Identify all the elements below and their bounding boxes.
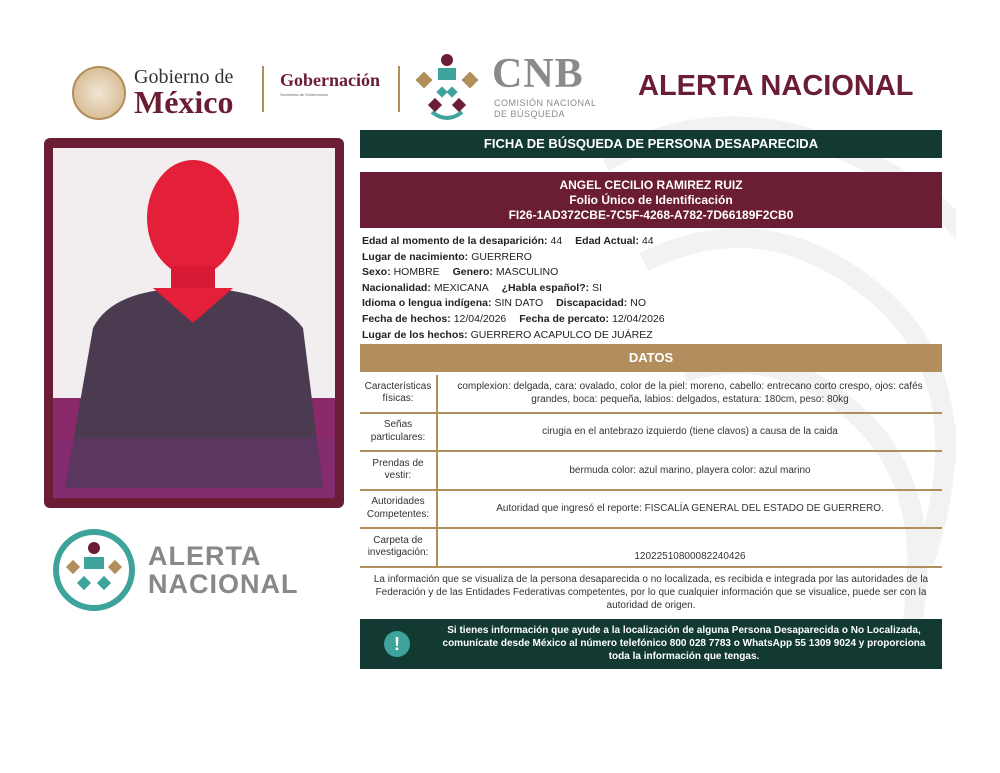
logo-text-line1: ALERTA (148, 541, 262, 571)
info-value: GUERRERO (471, 250, 532, 263)
info-label: Lugar de los hechos: (362, 328, 468, 341)
info-value: SIN DATO (494, 297, 544, 310)
table-row (360, 414, 942, 453)
info-row (362, 328, 942, 344)
cnb-sub-line2: DE BÚSQUEDA (494, 109, 566, 119)
table-row (360, 452, 942, 491)
row-label: Características físicas: (360, 375, 438, 412)
gobierno-mexico-logo (72, 64, 262, 124)
info-value: NO (630, 297, 647, 310)
info-value: HOMBRE (393, 266, 440, 279)
info-label: Edad Actual: (575, 235, 639, 247)
info-label: Edad al momento de la desaparición: (362, 235, 548, 247)
divider (398, 66, 400, 112)
info-value: SI (592, 281, 603, 294)
row-label: Carpeta de investigación: (360, 529, 438, 566)
cnb-emblem-icon (410, 48, 484, 122)
row-value: 12022510800082240426 (634, 550, 746, 562)
alerta-nacional-logo-icon (52, 528, 136, 612)
info-value: 12/04/2026 (612, 312, 665, 325)
divider (262, 66, 264, 112)
row-value: Autoridad que ingresó el reporte: FISCALÍA GENERAL DEL ESTADO DE GUERRERO. (496, 503, 884, 515)
callout-text: Si tienes información que ayude a la localización de alguna Persona Desaparecida o No Localizada, comunícate desde México al número telefónico 800 028 7783 o WhatsApp 55 1309 9024 y proporciona toda la información que tengas. (442, 625, 926, 662)
info-label: Lugar de nacimiento: (362, 250, 469, 263)
cnb-subtitle (494, 98, 597, 120)
person-photo-frame (44, 138, 344, 508)
person-name-box (360, 172, 942, 228)
person-silhouette (53, 148, 335, 498)
info-label: Fecha de hechos: (362, 312, 451, 325)
info-value: 44 (641, 235, 654, 247)
table-row (360, 529, 942, 568)
info-row (362, 312, 942, 328)
eagle-seal-icon (72, 66, 126, 120)
contact-callout (360, 619, 942, 669)
table-row (360, 375, 942, 414)
table-row (360, 491, 942, 530)
info-label: Fecha de percato: (519, 312, 610, 325)
info-row (362, 296, 942, 312)
person-info (362, 234, 942, 343)
disclaimer-text: La información que se visualiza de la persona desaparecida o no localizada, es recibida e integrada por las autoridades de la Federación y de las Entidades Federativas competentes, por lo que cualquier información que se visualice, puede ser con la autoridad de origen. (373, 574, 929, 611)
info-value: MEXICANA (433, 281, 489, 294)
info-value: GUERRERO ACAPULCO DE JUÁREZ (470, 328, 653, 341)
info-value: MASCULINO (495, 266, 559, 279)
row-value: cirugia en el antebrazo izquierdo (tiene clavos) a causa de la caida (542, 426, 838, 438)
row-label: Autoridades Competentes: (360, 491, 438, 528)
datos-table (360, 375, 942, 568)
logo-text-line2: NACIONAL (148, 569, 299, 599)
person-photo (53, 148, 335, 498)
alerta-nacional-heading: ALERTA NACIONAL (638, 70, 914, 102)
gobernacion-logo: Gobernación (280, 70, 381, 90)
info-label: Genero: (452, 266, 493, 279)
info-label: Discapacidad: (556, 297, 628, 310)
alerta-nacional-logo-text (148, 542, 299, 598)
ficha-title: FICHA DE BÚSQUEDA DE PERSONA DESAPARECIDA (360, 130, 942, 158)
alert-page (44, 42, 956, 672)
info-label: Idioma o lengua indígena: (362, 297, 492, 310)
gobernacion-subtitle: Secretaría de Gobernación (280, 92, 329, 97)
info-label: Sexo: (362, 266, 391, 279)
info-value: 12/04/2026 (453, 312, 507, 325)
info-row (362, 250, 942, 266)
person-name: ANGEL CECILIO RAMIREZ RUIZ (559, 178, 743, 192)
datos-header: DATOS (360, 344, 942, 372)
row-value: bermuda color: azul marino, playera color: azul marino (569, 464, 811, 476)
row-value: complexion: delgada, cara: ovalado, color de la piel: moreno, cabello: entrecano corto crespo, ojos: cafés grandes, boca: pequeña, labios: delgados, estatura: 180cm, peso: 80kg (457, 381, 923, 406)
folio-label: Folio Único de Identificación (569, 193, 733, 207)
cnb-title: CNB (492, 51, 584, 97)
gob-line2: México (134, 84, 234, 120)
info-row (362, 281, 942, 297)
gob-line1: Gobierno de (134, 66, 234, 88)
info-row (362, 234, 942, 250)
info-row (362, 265, 942, 281)
info-label: Nacionalidad: (362, 281, 431, 294)
info-label: ¿Habla español?: (501, 281, 590, 294)
row-label: Prendas de vestir: (360, 452, 438, 489)
exclamation-icon: ! (384, 631, 410, 657)
row-label: Señas particulares: (360, 414, 438, 451)
folio-number: FI26-1AD372CBE-7C5F-4268-A782-7D66189F2CB0 (508, 208, 794, 222)
info-value: 44 (550, 235, 563, 247)
cnb-sub-line1: COMISIÓN NACIONAL (494, 98, 597, 108)
